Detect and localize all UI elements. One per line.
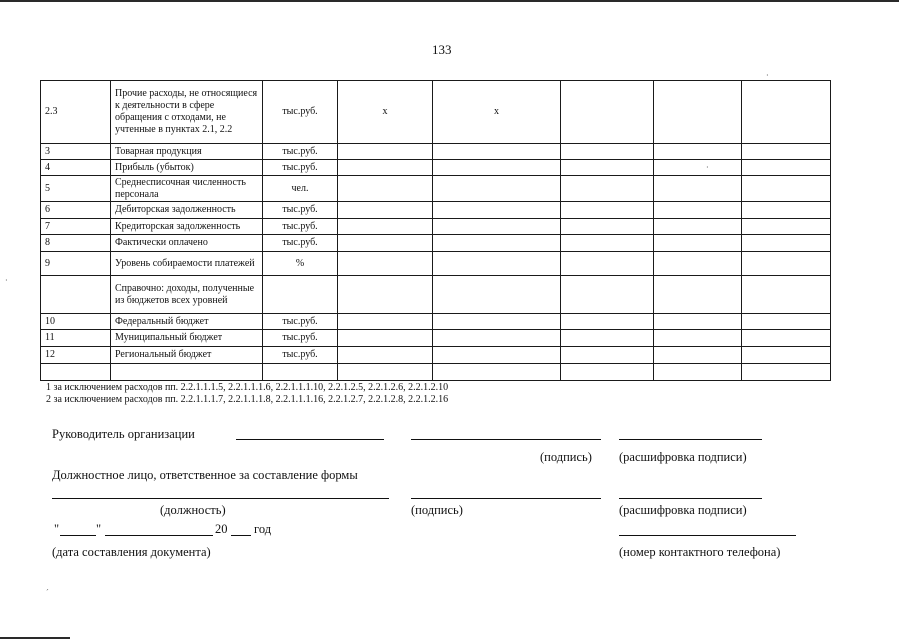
responsible-signature-line: [411, 498, 601, 499]
data-cell: [561, 235, 654, 252]
head-signature-caption: (подпись): [540, 450, 592, 464]
row-unit-cell: тыс.руб.: [263, 347, 338, 364]
data-cell: x: [338, 81, 433, 144]
data-cell: [654, 252, 742, 276]
data-cell: [561, 252, 654, 276]
data-cell: [338, 330, 433, 347]
data-cell: [561, 81, 654, 144]
responsible-transcript-caption: (расшифровка подписи): [619, 503, 747, 517]
data-cell: [742, 364, 831, 381]
scan-speck: ·: [706, 163, 709, 172]
head-label: Руководитель организации: [52, 427, 195, 441]
row-name-cell: Прочие расходы, не относящиеся к деятельности в сфере обращения с отходами, не учтенные в пунктах 2.1, 2.2: [111, 81, 263, 144]
data-cell: [433, 364, 561, 381]
data-cell: [742, 330, 831, 347]
data-cell: [338, 176, 433, 202]
report-table: [40, 80, 831, 381]
row-unit-cell: тыс.руб.: [263, 314, 338, 330]
data-cell: [654, 202, 742, 219]
row-name-cell: Фактически оплачено: [111, 235, 263, 252]
row-name-cell: Уровень собираемости платежей: [111, 252, 263, 276]
table-row: [41, 347, 831, 364]
table-row: [41, 314, 831, 330]
data-cell: [561, 219, 654, 235]
row-name-cell: [111, 364, 263, 381]
page-top-edge: [0, 0, 899, 2]
data-cell: [742, 314, 831, 330]
data-cell: [742, 235, 831, 252]
date-month-line: [105, 535, 213, 536]
row-number-cell: 10: [41, 314, 111, 330]
data-cell: [433, 330, 561, 347]
row-number-cell: 2.3: [41, 81, 111, 144]
table-row: [41, 252, 831, 276]
data-cell: [433, 176, 561, 202]
row-unit-cell: тыс.руб.: [263, 330, 338, 347]
data-cell: [742, 252, 831, 276]
row-unit-cell: тыс.руб.: [263, 235, 338, 252]
date-quote-open: ": [54, 522, 60, 536]
data-cell: [433, 144, 561, 160]
data-cell: [433, 160, 561, 176]
data-cell: [742, 202, 831, 219]
data-cell: [433, 314, 561, 330]
phone-line: [619, 535, 796, 536]
data-cell: [561, 314, 654, 330]
row-number-cell: 3: [41, 144, 111, 160]
data-cell: [561, 330, 654, 347]
data-cell: [654, 276, 742, 314]
data-cell: [654, 219, 742, 235]
data-cell: [338, 252, 433, 276]
data-cell: [654, 364, 742, 381]
row-unit-cell: тыс.руб.: [263, 202, 338, 219]
data-cell: [338, 160, 433, 176]
data-cell: [433, 202, 561, 219]
data-cell: [433, 276, 561, 314]
row-name-cell: Прибыль (убыток): [111, 160, 263, 176]
head-transcript-line: [619, 439, 762, 440]
responsible-transcript-line: [619, 498, 762, 499]
table-row: [41, 364, 831, 381]
row-name-cell: Дебиторская задолженность: [111, 202, 263, 219]
date-year-word: год: [254, 522, 272, 536]
data-cell: [654, 160, 742, 176]
data-cell: [654, 347, 742, 364]
row-unit-cell: тыс.руб.: [263, 160, 338, 176]
row-name-cell: Муниципальный бюджет: [111, 330, 263, 347]
page-bottom-edge: [0, 637, 70, 639]
data-cell: [433, 235, 561, 252]
data-cell: [338, 202, 433, 219]
row-unit-cell: [263, 276, 338, 314]
row-number-cell: 6: [41, 202, 111, 219]
head-position-line: [236, 439, 384, 440]
footnote-2: 2 за исключением расходов пп. 2.2.1.1.1.7, 2.2.1.1.1.8, 2.2.1.1.1.16, 2.2.1.2.7, 2.2.1.2.8, 2.2.1.2.16: [46, 394, 449, 405]
data-cell: [433, 252, 561, 276]
responsible-position-line: [52, 498, 389, 499]
footnote-1: 1 за исключением расходов пп. 2.2.1.1.1.5, 2.2.1.1.1.6, 2.2.1.1.1.10, 2.2.1.2.5, 2.2.1.2.6, 2.2.1.2.10: [46, 382, 449, 393]
table-row: [41, 202, 831, 219]
data-cell: [742, 160, 831, 176]
data-cell: [742, 276, 831, 314]
data-cell: [433, 219, 561, 235]
responsible-label: Должностное лицо, ответственное за составление формы: [52, 468, 358, 482]
row-number-cell: 12: [41, 347, 111, 364]
head-transcript-caption: (расшифровка подписи): [619, 450, 747, 464]
phone-caption: (номер контактного телефона): [619, 545, 781, 559]
date-caption: (дата составления документа): [52, 545, 211, 559]
data-cell: x: [433, 81, 561, 144]
data-cell: [338, 347, 433, 364]
row-number-cell: 8: [41, 235, 111, 252]
row-number-cell: 4: [41, 160, 111, 176]
data-cell: [654, 81, 742, 144]
data-cell: [561, 202, 654, 219]
row-unit-cell: тыс.руб.: [263, 81, 338, 144]
data-cell: [338, 235, 433, 252]
row-number-cell: 7: [41, 219, 111, 235]
date-year-line: [231, 535, 251, 536]
position-caption: (должность): [160, 503, 226, 517]
row-name-cell: Региональный бюджет: [111, 347, 263, 364]
data-cell: [433, 347, 561, 364]
row-unit-cell: %: [263, 252, 338, 276]
table-row: [41, 160, 831, 176]
data-cell: [338, 144, 433, 160]
data-cell: [561, 144, 654, 160]
data-cell: [561, 364, 654, 381]
data-cell: [338, 219, 433, 235]
data-cell: [654, 144, 742, 160]
scan-speck: ´: [46, 588, 49, 597]
table-body: [41, 81, 831, 381]
table-row: [41, 81, 831, 144]
row-unit-cell: чел.: [263, 176, 338, 202]
table-row: [41, 330, 831, 347]
data-cell: [338, 364, 433, 381]
date-quote-close: ": [96, 522, 102, 536]
table-row: [41, 276, 831, 314]
data-cell: [742, 81, 831, 144]
data-cell: [561, 160, 654, 176]
data-cell: [654, 314, 742, 330]
row-name-cell: Среднесписочная численность персонала: [111, 176, 263, 202]
data-cell: [561, 176, 654, 202]
data-cell: [561, 347, 654, 364]
row-number-cell: [41, 276, 111, 314]
table-row: [41, 235, 831, 252]
scan-speck: ·: [5, 276, 8, 285]
row-unit-cell: [263, 364, 338, 381]
row-unit-cell: тыс.руб.: [263, 144, 338, 160]
data-cell: [654, 235, 742, 252]
responsible-signature-caption: (подпись): [411, 503, 463, 517]
table-row: [41, 176, 831, 202]
row-name-cell: Товарная продукция: [111, 144, 263, 160]
data-cell: [654, 176, 742, 202]
row-unit-cell: тыс.руб.: [263, 219, 338, 235]
row-name-cell: Справочно: доходы, полученные из бюджетов всех уровней: [111, 276, 263, 314]
data-cell: [742, 176, 831, 202]
row-name-cell: Федеральный бюджет: [111, 314, 263, 330]
footnotes: [46, 382, 448, 406]
scan-speck: ·: [766, 71, 769, 80]
row-number-cell: [41, 364, 111, 381]
data-cell: [742, 219, 831, 235]
head-signature-line: [411, 439, 601, 440]
data-cell: [742, 347, 831, 364]
date-day-line: [60, 535, 96, 536]
data-cell: [561, 276, 654, 314]
data-cell: [338, 276, 433, 314]
row-number-cell: 5: [41, 176, 111, 202]
table-row: [41, 219, 831, 235]
row-number-cell: 11: [41, 330, 111, 347]
data-cell: [338, 314, 433, 330]
row-name-cell: Кредиторская задолженность: [111, 219, 263, 235]
date-year-prefix: 20: [215, 522, 228, 536]
table-row: [41, 144, 831, 160]
data-cell: [742, 144, 831, 160]
data-cell: [654, 330, 742, 347]
page-number: 133: [432, 42, 452, 57]
row-number-cell: 9: [41, 252, 111, 276]
